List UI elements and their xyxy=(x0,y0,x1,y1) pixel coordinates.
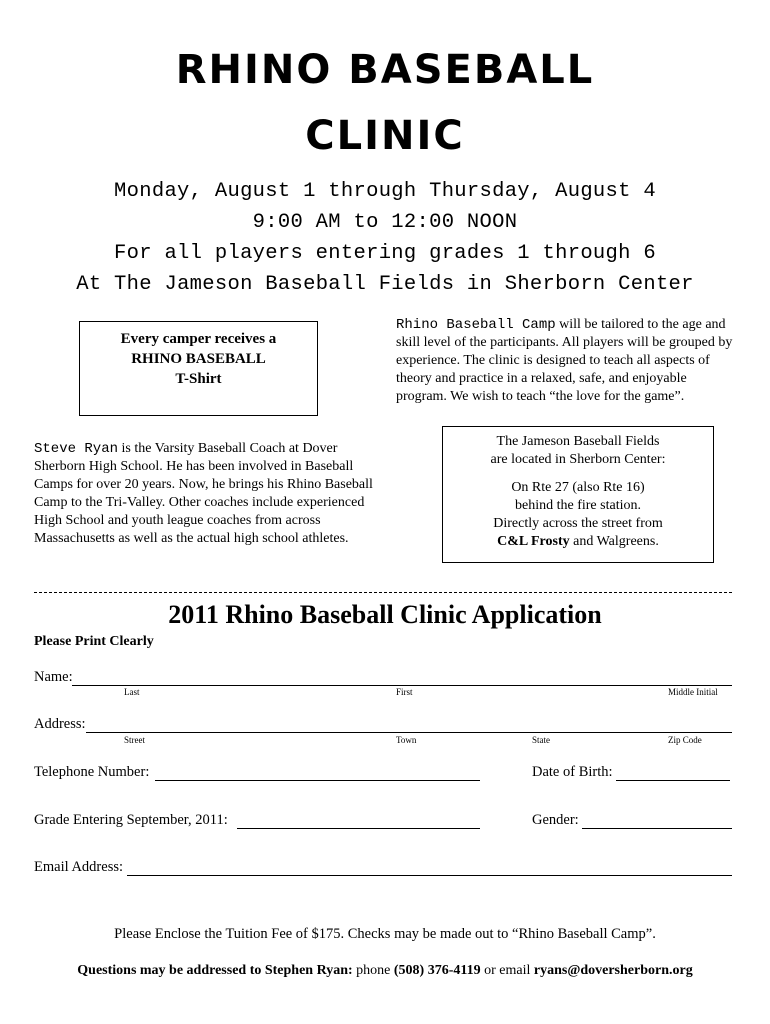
camp-description xyxy=(396,316,736,406)
grade-field[interactable] xyxy=(237,827,480,829)
address-field[interactable] xyxy=(86,731,732,733)
title-line-2: CLINIC xyxy=(305,113,465,159)
address-label: Address: xyxy=(34,716,86,732)
email-field[interactable] xyxy=(127,874,732,876)
location-line-3: On Rte 27 (also Rte 16) xyxy=(511,480,645,495)
email-prefix: or email xyxy=(480,963,534,978)
telephone-label: Telephone Number: xyxy=(34,764,150,780)
dob-field[interactable] xyxy=(616,779,730,781)
gender-label: Gender: xyxy=(532,812,579,828)
camp-name: Rhino Baseball Camp xyxy=(396,317,556,333)
tshirt-line-2: RHINO BASEBALL xyxy=(131,351,266,367)
location-line-5: Directly across the street from xyxy=(493,516,663,531)
address-sub-state: State xyxy=(532,735,550,745)
name-sub-last: Last xyxy=(124,687,140,697)
dates-line: Monday, August 1 through Thursday, August 4 xyxy=(114,180,656,203)
name-field[interactable] xyxy=(72,684,732,686)
camp-text: will be tailored to the age and skill level of the participants. All players will be grouped by experience. The clinic is designed to teach all aspects of theory and practice in a relaxed, safe, and enjoyable program. We wish to teach “the love for the game”. xyxy=(396,317,733,404)
location-line-4: behind the fire station. xyxy=(515,498,641,513)
name-label: Name: xyxy=(34,669,73,685)
coach-text: is the Varsity Baseball Coach at Dover Sherborn High School. He has been involved in Baseball Camps for over 20 years. Now, he brings his Rhino Baseball Camp to the Tri-Valley. Other coaches include experienced High School and youth league coaches from across Massachusetts as well as the actual high school athletes. xyxy=(34,441,373,546)
questions-label: Questions may be addressed to Stephen Ryan: xyxy=(77,963,353,978)
name-sub-middle: Middle Initial xyxy=(668,687,718,697)
telephone-field[interactable] xyxy=(155,779,480,781)
grades-line: For all players entering grades 1 through 6 xyxy=(114,242,656,265)
location-line-2: are located in Sherborn Center: xyxy=(490,452,666,467)
tshirt-line-3: T-Shirt xyxy=(175,371,222,387)
print-instruction: Please Print Clearly xyxy=(34,634,154,649)
phone-prefix: phone xyxy=(352,963,394,978)
name-sub-first: First xyxy=(396,687,413,697)
location-box xyxy=(442,426,714,563)
store-name: C&L Frosty xyxy=(497,534,570,549)
contact-line xyxy=(0,963,770,979)
coach-description xyxy=(34,440,386,548)
address-sub-street: Street xyxy=(124,735,145,745)
location-line-6 xyxy=(443,533,713,551)
time-line: 9:00 AM to 12:00 NOON xyxy=(252,211,518,234)
tshirt-line-1: Every camper receives a xyxy=(120,331,277,347)
location-line-1: The Jameson Baseball Fields xyxy=(496,434,660,449)
grade-label: Grade Entering September, 2011: xyxy=(34,812,228,828)
dob-label: Date of Birth: xyxy=(532,764,613,780)
application-title: 2011 Rhino Baseball Clinic Application xyxy=(168,600,602,629)
email-label: Email Address: xyxy=(34,859,124,875)
tuition-note: Please Enclose the Tuition Fee of $175. Checks may be made out to “Rhino Baseball Camp”. xyxy=(114,926,656,942)
tshirt-box xyxy=(79,321,318,416)
title-line-1: RHINO BASEBALL xyxy=(175,47,595,93)
address-sub-zip: Zip Code xyxy=(668,735,702,745)
gender-field[interactable] xyxy=(582,827,732,829)
contact-email[interactable]: ryans@doversherborn.org xyxy=(533,963,693,978)
location-line-6-rest: and Walgreens. xyxy=(569,534,659,549)
address-sub-town: Town xyxy=(396,735,417,745)
cut-line-divider xyxy=(34,592,732,593)
coach-name: Steve Ryan xyxy=(34,441,119,457)
location-line: At The Jameson Baseball Fields in Sherborn Center xyxy=(76,273,694,296)
contact-phone: (508) 376-4119 xyxy=(393,963,481,978)
